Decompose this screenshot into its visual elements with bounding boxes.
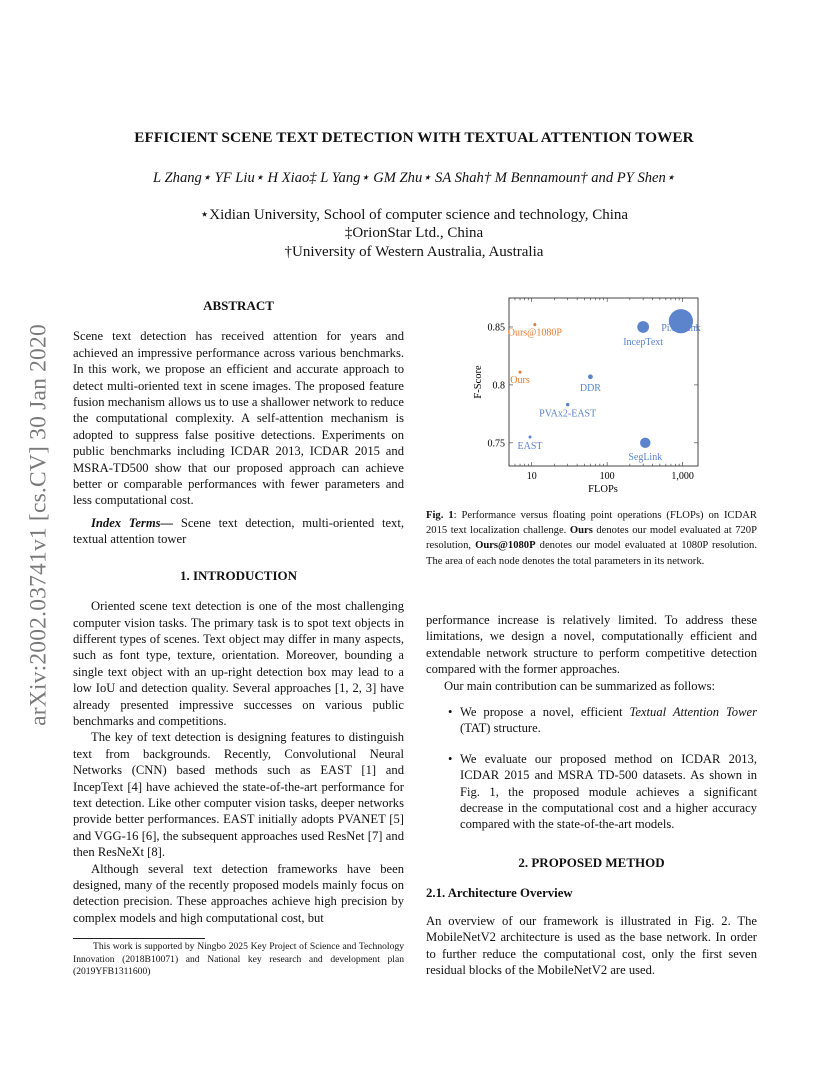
intro-paragraph-2: The key of text detection is designing features to distinguish text from backgrounds. Recently, Convolutional Neural Networks (CNN) based methods such as EAST [1] and IncepText [4] have achieved the state-of-the-art performance for text detection. Like other computer vision tasks, deeper networks provide better performances. EAST initially adopts PVANET [5] and VGG-16 [6], the subsequent approaches used ResNet [7] and then ResNeXt [8]. xyxy=(73,730,404,860)
x-axis-label: FLOPs xyxy=(588,484,618,495)
point-label-east: EAST xyxy=(517,441,543,453)
point-seglink xyxy=(640,438,650,448)
index-terms xyxy=(73,515,404,548)
figure-1-caption: Fig. 1: Performance versus floating point operations (FLOPs) on ICDAR 2015 text localization challenge. Ours denotes our model evaluated at 720P resolution, Ours@1080P denotes our model evaluated at 1080P resolution. The area of each node denotes the total parameters in its network. xyxy=(426,510,757,567)
point-pvax2-east xyxy=(566,403,570,407)
right-paragraph-1: performance increase is relatively limited. To address these limitations, we design a novel, computationally efficient and extendable network structure to perform competitive detection compared with the former approaches. xyxy=(426,613,757,677)
right-column xyxy=(426,612,757,978)
point-label-seglink: SegLink xyxy=(628,451,663,463)
subsection-2-1-heading: 2.1. Architecture Overview xyxy=(426,886,573,901)
footnote: This work is supported by Ningbo 2025 Key Project of Science and Technology Innovation (2018B10071) and National key research and development plan (2019YFB1311600) xyxy=(73,941,404,978)
arxiv-identifier: arXiv:2002.03741v1 [cs.CV] 30 Jan 2020 xyxy=(25,324,52,726)
figure-1-chart xyxy=(426,286,757,498)
data-points xyxy=(508,309,701,463)
point-ours xyxy=(519,371,522,374)
affiliation-3: †University of Western Australia, Australia xyxy=(284,244,544,260)
contribution-bullet-1: • We propose a novel, efficient Textual Attention Tower (TAT) structure. xyxy=(448,705,757,736)
left-column xyxy=(73,298,404,926)
paper-title: EFFICIENT SCENE TEXT DETECTION WITH TEXTUAL ATTENTION TOWER xyxy=(134,129,694,146)
y-tick-label: 0.75 xyxy=(487,438,505,450)
bullet-marker: • xyxy=(448,705,453,720)
x-tick-label: 100 xyxy=(599,471,615,482)
point-east xyxy=(529,436,532,439)
index-terms-text: Scene text detection, multi-oriented text, textual attention tower xyxy=(73,515,404,547)
intro-paragraph-1: Oriented scene text detection is one of the most challenging computer vision tasks. The primary task is to spot text objects in different types of scenes. Text object may differ in many aspects, such as font type, texture, orientation. Moreover, bounding a single text object with an up-right detection box may lead to a low IoU and detection quality. Several approaches [1, 2, 3] have already presented impressive successes on various public benchmarks and competitions. xyxy=(73,599,404,728)
abstract-heading: ABSTRACT xyxy=(203,298,274,313)
index-terms-label: Index Terms— xyxy=(91,515,174,530)
point-inceptext xyxy=(637,321,649,333)
author-list: L Zhang⋆ YF Liu⋆ H Xiao‡ L Yang⋆ GM Zhu⋆ SA Shah† M Bennamoun† and PY Shen⋆ xyxy=(153,170,675,186)
point-label-pixellink: PixelLink xyxy=(661,323,701,335)
y-tick-label: 0.85 xyxy=(487,322,505,334)
caption-label: Fig. 1 xyxy=(426,510,454,521)
right-paragraph-2: Our main contribution can be summarized as follows: xyxy=(444,678,716,693)
x-tick-label: 1,000 xyxy=(671,471,694,482)
contribution-bullet-2: • We evaluate our proposed method on ICDAR 2013, ICDAR 2015 and MSRA TD-500 datasets. As shown in Fig. 1, the proposed module achieves a significant decrease in the computational cost and a higher accuracy compared with the state-of-the-art models. xyxy=(448,751,757,832)
abstract-text: Scene text detection has received attention for years and achieved an impressive performance across various benchmarks. In this work, we propose an efficient and accurate approach to detect multi-oriented text in scene images. The proposed feature fusion mechanism allows us to use a shallower network to reduce the computational complexity. A self-attention mechanism is adopted to suppress false positive detections. Experiments on public benchmarks including ICDAR 2013, ICDAR 2015 and MSRA-TD500 show that our proposed approach can achieve better or comparable performances with fewer parameters and less computational cost. xyxy=(73,329,404,508)
section-2-heading: 2. PROPOSED METHOD xyxy=(518,854,665,870)
intro-heading: 1. INTRODUCTION xyxy=(179,567,297,583)
intro-paragraph-3: Although several text detection frameworks have been designed, many of the recently proposed models mainly focus on detection precision. These approaches achieve high precision by complex models and high computational cost, but xyxy=(73,861,404,925)
bullet-marker: • xyxy=(448,751,453,766)
affiliation-2: ‡OrionStar Ltd., China xyxy=(344,225,484,241)
point-label-ours: Ours xyxy=(510,375,530,387)
point-label-ddr: DDR xyxy=(579,382,601,394)
x-tick-label: 10 xyxy=(526,471,537,482)
point-ddr xyxy=(588,374,593,379)
affiliation-1: ⋆Xidian University, School of computer science and technology, China xyxy=(199,207,629,223)
y-axis-label: F-Score xyxy=(473,365,484,399)
point-label-ours-1080p: Ours@1080P xyxy=(507,327,562,339)
point-label-pvax2-east: PVAx2-EAST xyxy=(539,408,597,420)
footnote-rule xyxy=(73,938,205,939)
point-label-inceptext: IncepText xyxy=(623,336,664,348)
y-tick-label: 0.8 xyxy=(492,380,505,392)
right-paragraph-3: An overview of our framework is illustrated in Fig. 2. The MobileNetV2 architecture is used as the base network. In order to further reduce the computational cost, only the first seven residual blocks of the MobileNetV2 are used. xyxy=(426,913,757,977)
point-ours-1080p xyxy=(533,323,536,326)
